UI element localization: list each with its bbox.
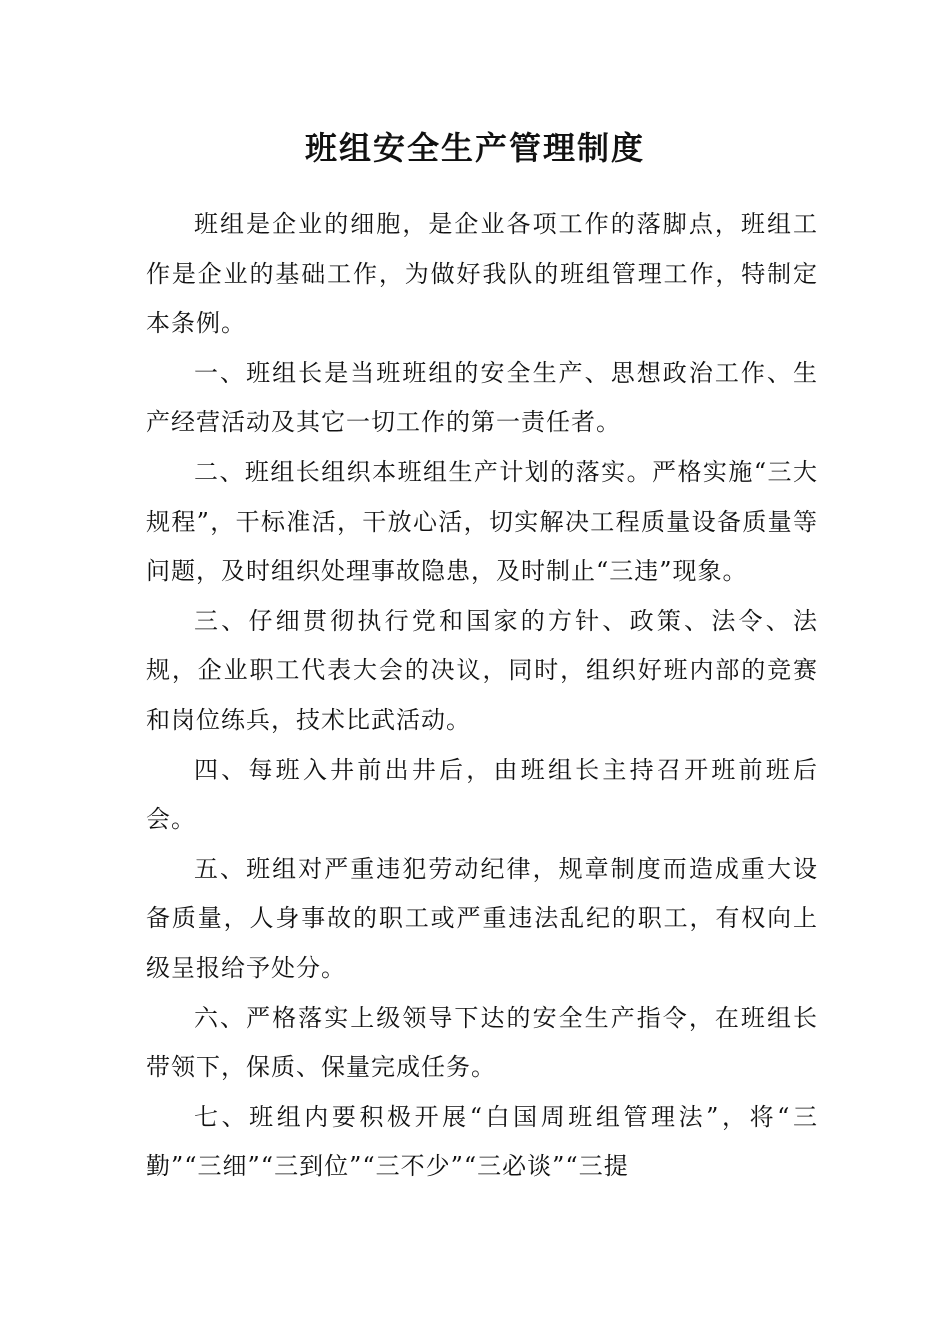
clause-5-paragraph: 五、班组对严重违犯劳动纪律，规章制度而造成重大设备质量，人身事故的职工或严重违法乱纪的职工，有权向上级呈报给予处分。 xyxy=(146,854,818,982)
clause-2-paragraph: 二、班组长组织本班组生产计划的落实。严格实施“三大规程”，干标准活，干放心活，切实解决工程质量设备质量等问题，及时组织处理事故隐患，及时制止“三违”现象。 xyxy=(146,457,818,586)
clause-6-paragraph: 六、严格落实上级领导下达的安全生产指令，在班组长带领下，保质、保量完成任务。 xyxy=(146,1003,818,1082)
document-body xyxy=(146,200,818,1192)
document-title: 班组安全生产管理制度 xyxy=(304,129,645,167)
clause-1-paragraph: 一、班组长是当班班组的安全生产、思想政治工作、生产经营活动及其它一切工作的第一责任者。 xyxy=(146,358,818,437)
clause-7-paragraph: 七、班组内要积极开展“白国周班组管理法”，将“三勤”“三细”“三到位”“三不少”“三必谈”“三提 xyxy=(146,1102,818,1181)
clause-3-paragraph: 三、仔细贯彻执行党和国家的方针、政策、法令、法规，企业职工代表大会的决议，同时，组织好班内部的竞赛和岗位练兵，技术比武活动。 xyxy=(146,606,818,734)
intro-paragraph: 班组是企业的细胞，是企业各项工作的落脚点，班组工作是企业的基础工作，为做好我队的班组管理工作，特制定本条例。 xyxy=(146,210,818,338)
clause-4-paragraph: 四、每班入井前出井后，由班组长主持召开班前班后会。 xyxy=(146,755,818,834)
